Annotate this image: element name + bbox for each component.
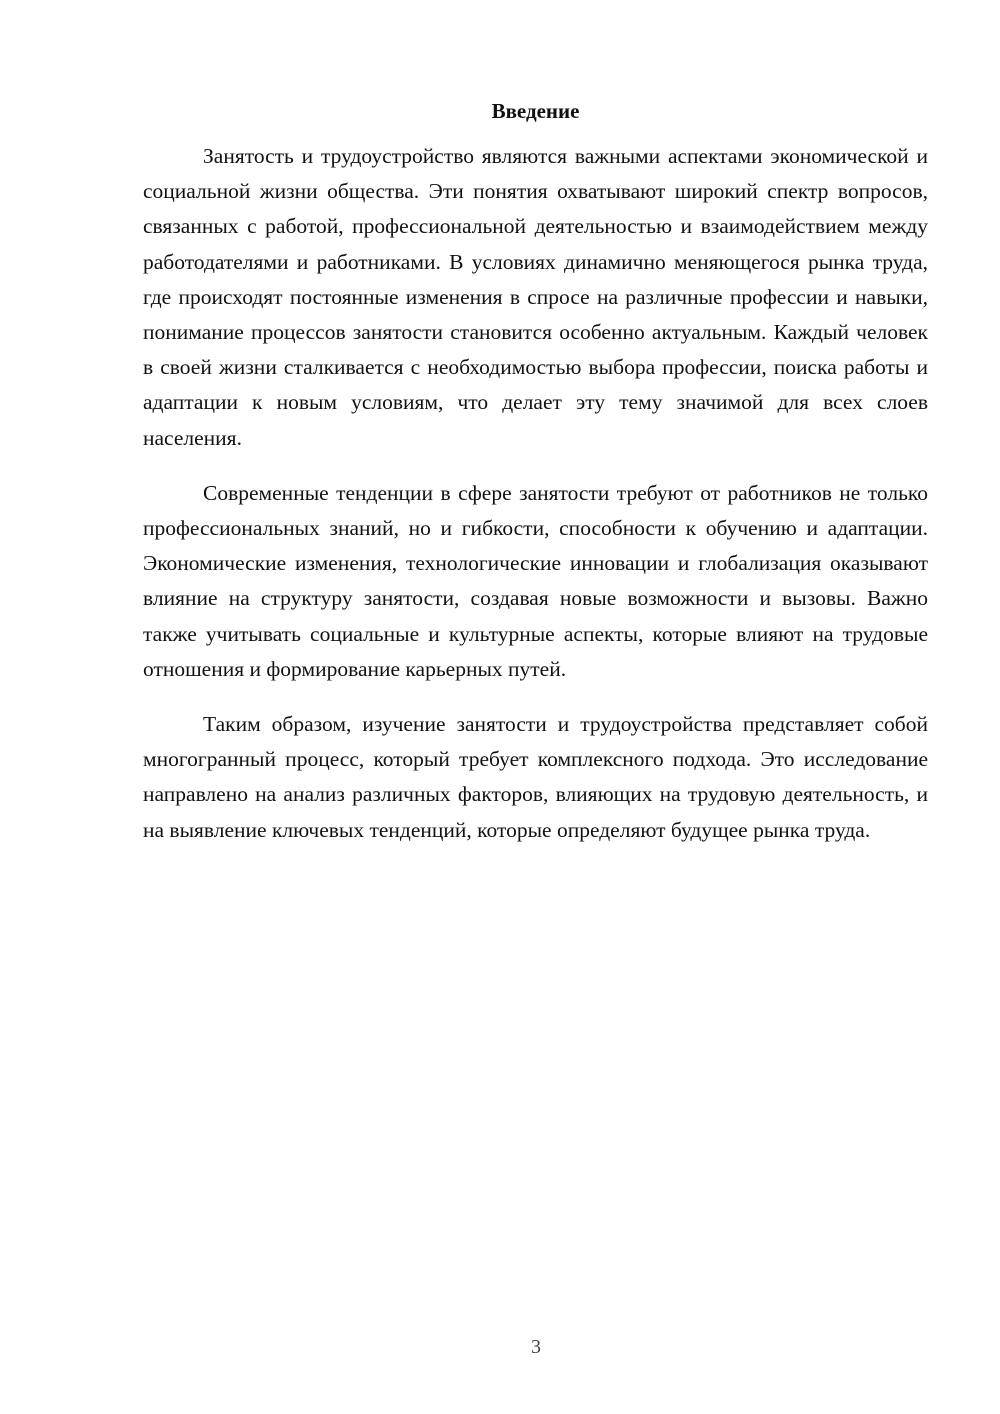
paragraph-3: Таким образом, изучение занятости и трудоустройства представляет собой многогранный процесс, который требует комплексного подхода. Это исследование направлено на анализ различных факторов, влияющих на трудовую деятельность, и на выявление ключевых тенденций, которые определяют будущее рынка труда. [143,712,928,842]
paragraph-2: Современные тенденции в сфере занятости требуют от работников не только профессиональных знаний, но и гибкости, способности к обучению и адаптации. Экономические изменения, технологические инновации и глобализация оказывают влияние на структуру занятости, создавая новые возможности и вызовы. Важно также учитывать социальные и культурные аспекты, которые влияют на трудовые отношения и формирование карьерных путей. [143,480,928,681]
page-number: 3 [531,1336,541,1358]
page-content [143,96,928,868]
paragraph-1: Занятость и трудоустройство являются важными аспектами экономической и социальной жизни общества. Эти понятия охватывают широкий спектр вопросов, связанных с работой, профессиональной деятельностью и взаимодействием между работодателями и работниками. В условиях динамично меняющегося рынка труда, где происходят постоянные изменения в спросе на различные профессии и навыки, понимание процессов занятости становится особенно актуальным. Каждый человек в своей жизни сталкивается с необходимостью выбора профессии, поиска работы и адаптации к новым условиям, что делает эту тему значимой для всех слоев населения. [143,144,928,450]
section-title: Введение [491,99,580,123]
